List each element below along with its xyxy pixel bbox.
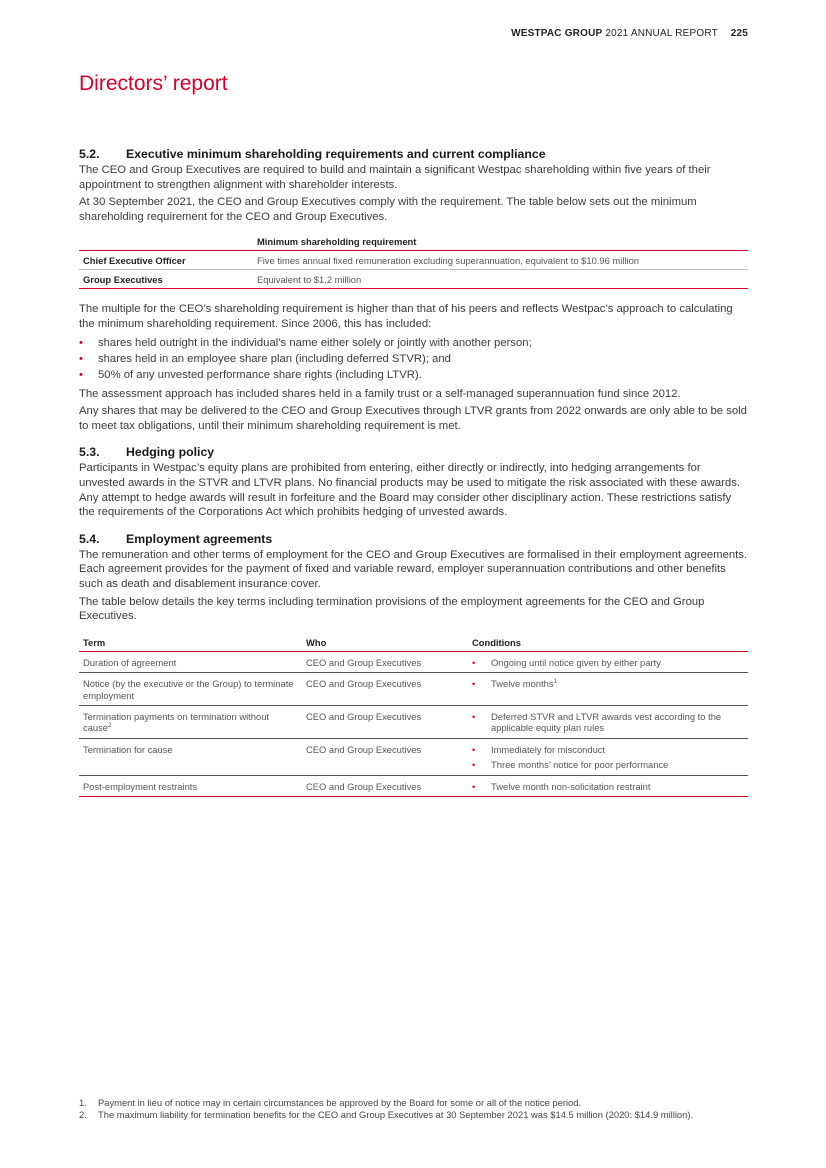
paragraph: The remuneration and other terms of employment for the CEO and Group Executives are formalised in their employment agreements. Each agreement provides for the payment of fixed and variable reward, employer superannuation contributions and other benefits such as death and disablement insurance cover.	[79, 548, 748, 590]
employment-terms-table	[79, 634, 748, 797]
condition-item	[472, 759, 744, 770]
paragraph: The CEO and Group Executives are required to build and maintain a significant Westpac shareholding within five years of their appointment to strengthen alignment with shareholder interests.	[79, 164, 711, 191]
section-heading	[79, 445, 748, 459]
section-5-2	[79, 147, 748, 433]
list-item: • 50% of any unvested performance share rights (including LTVR).	[79, 367, 748, 383]
conditions-cell	[468, 673, 748, 706]
who-cell: CEO and Group Executives	[302, 738, 468, 775]
row-label: Chief Executive Officer	[79, 251, 253, 270]
condition-text: Twelve month non-solicitation restraint	[491, 780, 651, 792]
condition-item	[472, 744, 744, 755]
main-content	[79, 147, 748, 797]
section-title: Hedging policy	[126, 445, 215, 460]
table-row	[79, 705, 748, 738]
who-cell: CEO and Group Executives	[302, 775, 468, 796]
page-title: Directors’ report	[79, 72, 228, 95]
paragraph: Any shares that may be delivered to the CEO and Group Executives through LTVR grants from 2022 onwards are only able to be sold to meet tax obligations, until their minimum shareholding requirement is met.	[79, 405, 747, 432]
footnotes	[79, 1097, 748, 1122]
section-5-3	[79, 445, 748, 519]
footnote-ref: 1	[553, 677, 558, 685]
row-label: Group Executives	[79, 270, 253, 289]
condition-text: Twelve months	[491, 678, 554, 690]
term-cell	[79, 775, 302, 796]
section-number: 5.3.	[79, 445, 100, 460]
section-title: Executive minimum shareholding requirements and current compliance	[126, 147, 546, 161]
header-brand: WESTPAC GROUP	[511, 28, 603, 39]
header-report: 2021 ANNUAL REPORT	[605, 28, 718, 39]
term-cell	[79, 651, 302, 672]
condition-item	[472, 711, 744, 734]
conditions-cell	[468, 651, 748, 672]
section-5-4	[79, 532, 748, 797]
footnote-number: 1.	[79, 1097, 87, 1108]
paragraph: The table below details the key terms including termination provisions of the employment agreements for the CEO and Group Executives.	[79, 595, 705, 623]
who-cell: CEO and Group Executives	[302, 673, 468, 706]
footnote-text: The maximum liability for termination benefits for the CEO and Group Executives at 30 September 2021 was $14.5 million (2020: $14.9 million).	[98, 1109, 694, 1121]
section-heading	[79, 532, 748, 546]
footnote-text: Payment in lieu of notice may in certain circumstances be approved by the Board for some or all of the notice period.	[98, 1097, 582, 1108]
term-cell	[79, 738, 302, 775]
section-heading	[79, 147, 748, 161]
running-header	[511, 28, 748, 39]
term-text: Termination payments on termination without cause	[83, 710, 270, 734]
table-header-empty	[79, 232, 253, 251]
table-header-row	[79, 634, 748, 652]
paragraph: The multiple for the CEO’s shareholding requirement is higher than that of his peers and reflects Westpac’s approach to calculating the minimum shareholding requirement. Since 2006, this has included:	[79, 303, 733, 330]
row-value: Equivalent to $1.2 million	[253, 270, 748, 289]
list-item: • shares held outright in the individual’s name either solely or jointly with another person;	[79, 335, 748, 351]
condition-item	[472, 678, 744, 689]
condition-text: Immediately for misconduct	[491, 743, 606, 755]
shareholding-table	[79, 232, 748, 289]
term-cell	[79, 705, 302, 738]
who-cell: CEO and Group Executives	[302, 705, 468, 738]
conditions-cell	[468, 705, 748, 738]
term-cell	[79, 673, 302, 706]
condition-text: Three months’ notice for poor performance	[491, 759, 669, 771]
conditions-cell	[468, 738, 748, 775]
table-row	[79, 251, 748, 270]
section-title: Employment agreements	[126, 531, 273, 546]
table-row	[79, 651, 748, 672]
term-text: Duration of agreement	[83, 656, 177, 668]
condition-text: Ongoing until notice given by either party	[491, 656, 661, 668]
footnote	[79, 1109, 748, 1120]
table-row	[79, 738, 748, 775]
term-text: Notice (by the executive or the Group) to terminate employment	[83, 678, 294, 701]
condition-text: Deferred STVR and LTVR awards vest according to the applicable equity plan rules	[491, 710, 722, 734]
table-header: Minimum shareholding requirement	[253, 232, 748, 251]
bullet-list	[79, 335, 748, 383]
column-header-conditions: Conditions	[468, 634, 748, 652]
section-number: 5.4.	[79, 531, 100, 546]
section-number: 5.2.	[79, 147, 100, 161]
list-item: • shares held in an employee share plan (including deferred STVR); and	[79, 351, 748, 367]
footnote	[79, 1097, 748, 1108]
paragraph: At 30 September 2021, the CEO and Group Executives comply with the requirement. The table below sets out the minimum shareholding requirement for the CEO and Group Executives.	[79, 196, 697, 223]
paragraph: The assessment approach has included shares held in a family trust or a self-managed superannuation fund since 2012.	[79, 387, 681, 400]
table-header-row	[79, 232, 748, 251]
paragraph: Participants in Westpac’s equity plans are prohibited from entering, either directly or indirectly, into hedging arrangements for unvested awards in the STVR and LTVR plans. No financial products may be used to mitigate the risk associated with these awards. Any attempt to hedge awards will result in forfeiture and the Board may consider other disciplinary action. These restrictions satisfy the requirements of the Corporations Act which prohibits hedging of unvested awards.	[79, 462, 740, 519]
condition-item	[472, 781, 744, 792]
term-text: Termination for cause	[83, 743, 173, 755]
conditions-cell	[468, 775, 748, 796]
who-cell: CEO and Group Executives	[302, 651, 468, 672]
term-text: Post-employment restraints	[83, 780, 198, 792]
column-header-term: Term	[79, 634, 302, 652]
condition-item	[472, 657, 744, 668]
table-row	[79, 270, 748, 289]
footnote-ref: 2	[108, 722, 112, 730]
table-row	[79, 775, 748, 796]
table-row	[79, 673, 748, 706]
row-value: Five times annual fixed remuneration excluding superannuation, equivalent to $10.96 million	[253, 251, 748, 270]
column-header-who: Who	[302, 634, 468, 652]
footnote-number: 2.	[79, 1109, 87, 1121]
page-number: 225	[730, 28, 748, 39]
